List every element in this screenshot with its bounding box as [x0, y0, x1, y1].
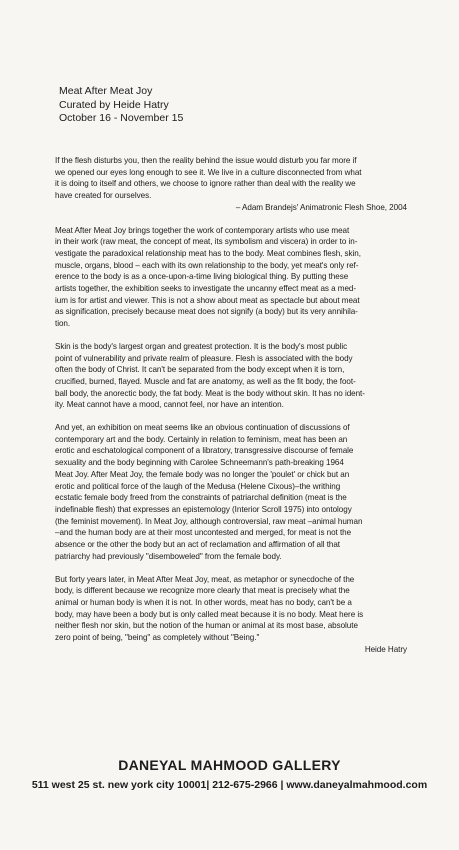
paragraph-line: zero point of being, "being" as completely without "Being."	[55, 633, 260, 643]
paragraph-line: muscle, organs, blood – each with its own relationship to the body, yet meat's only ref-	[55, 260, 359, 270]
paragraph-line: erotic and eschatological component of a libratory, transgressive discourse of female	[55, 446, 354, 456]
curator-line: Curated by Heide Hatry	[59, 98, 169, 111]
paragraph-line: And yet, an exhibition on meat seems like an obvious continuation of discussions of	[55, 423, 350, 433]
paragraph-line: artists together, the exhibition seeks to investigate the uncanny effect meat as a med-	[55, 284, 356, 294]
paragraph-line: contemporary art and the body. Certainly in relation to feminism, meat has been an	[55, 434, 348, 444]
epigraph-line: we opened our eyes long enough to see it. We live in a culture disconnected from what	[55, 167, 362, 177]
epigraph	[55, 155, 407, 214]
paragraph-line: point of vulnerability and private realm of pleasure. Flesh is associated with the body	[55, 353, 353, 363]
exhibition-title: Meat After Meat Joy	[59, 85, 153, 97]
epigraph-attribution: – Adam Brandejs' Animatronic Flesh Shoe, 2004	[235, 202, 407, 212]
exhibition-dates: October 16 - November 15	[59, 112, 184, 124]
paragraph-feminism	[55, 422, 407, 562]
paragraph-line: ity. Meat cannot have a mood, cannot feel, nor have an intention.	[55, 400, 284, 410]
paragraph-line: patriarchy had previously "disemboweled" from the female body.	[55, 551, 282, 561]
paragraph-line: (the feminist movement). In Meat Joy, although controversial, raw meat –animal human	[55, 516, 363, 526]
paragraph-line: erence to the body is as a once-upon-a-time living biological thing. By putting these	[55, 272, 349, 282]
paragraph-line: neither flesh nor skin, but the notion of the human or animal at its most base, absolute	[55, 621, 358, 631]
paragraph-skin	[55, 341, 407, 411]
gallery-name: DANEYAL MAHMOOD GALLERY	[118, 757, 341, 773]
paragraph-line: as signification, precisely because meat does not signify (a body) but its very annihila-	[55, 307, 358, 317]
paragraph-line: animal or human body is when it is not. In other words, meat has no body, can't be a	[55, 597, 352, 607]
paragraph-line: ium is for artist and viewer. This is not a show about meat as spectacle but about meat	[55, 295, 360, 305]
paragraph-line: Meat After Meat Joy brings together the work of contemporary artists who use meat	[55, 225, 350, 235]
paragraph-line: vestigate the paradoxical relationship meat has to the body. Meat combines flesh, skin,	[55, 248, 361, 258]
paragraph-line: erotic and political force of the laugh of the Medusa (Helene Cixous)–the writhing	[55, 481, 341, 491]
paragraph-line: –and the human body are at their most uncontested and merged, for meat is not the	[55, 528, 352, 538]
exhibition-header	[59, 85, 183, 126]
paragraph-line: indefinable flesh) that expresses an epistemology (Interior Scroll 1975) into ontology	[55, 504, 352, 514]
paragraph-line: Skin is the body's largest organ and greatest protection. It is the body's most public	[55, 341, 348, 351]
epigraph-line: have created for ourselves.	[55, 191, 152, 201]
gallery-address: 511 west 25 st. new york city 10001| 212-675-2966 | www.daneyalmahmood.com	[31, 779, 428, 791]
paragraph-line: tion.	[55, 319, 71, 329]
paragraph-line: ball body, the anorectic body, the fat body. Meat is the body without skin. It has no ident-	[55, 388, 365, 398]
epigraph-line: it is doing to itself and others, we choose to ignore rather than deal with the reality we	[55, 179, 356, 189]
paragraph-line: often the body of Christ. It can't be separated from the body except when it is torn,	[55, 365, 345, 375]
body-text	[55, 155, 407, 666]
paragraph-line: sexuality and the body beginning with Carolee Schneemann's path-breaking 1964	[55, 458, 344, 468]
paragraph-line: body, is different because we recognize more clearly that meat is precisely what the	[55, 586, 350, 596]
paragraph-line: crucified, burned, flayed. Muscle and fat are anatomy, as well as the fit body, the foot-	[55, 376, 356, 386]
paragraph-line: Meat Joy. After Meat Joy, the female body was no longer the 'poulet' or chick but an	[55, 469, 350, 479]
paragraph-intro	[55, 225, 407, 330]
paragraph-forty-years	[55, 574, 407, 656]
author-signature: Heide Hatry	[364, 644, 407, 654]
paragraph-line: body, may have been a body but is only called meat because it is no body. Meat here is	[55, 609, 364, 619]
paragraph-line: in their work (raw meat, the concept of meat, its symbolism and viscera) in order to in-	[55, 237, 358, 247]
paragraph-line: absence or the other the body but an act of reclamation and affirmation of all that	[55, 540, 341, 550]
paragraph-line: But forty years later, in Meat After Meat Joy, meat, as metaphor or synecdoche of the	[55, 574, 355, 584]
epigraph-line: If the flesh disturbs you, then the reality behind the issue would disturb you far more if	[55, 156, 357, 165]
paragraph-line: ecstatic female body freed from the constraints of patriarchal definition (meat is the	[55, 493, 347, 503]
